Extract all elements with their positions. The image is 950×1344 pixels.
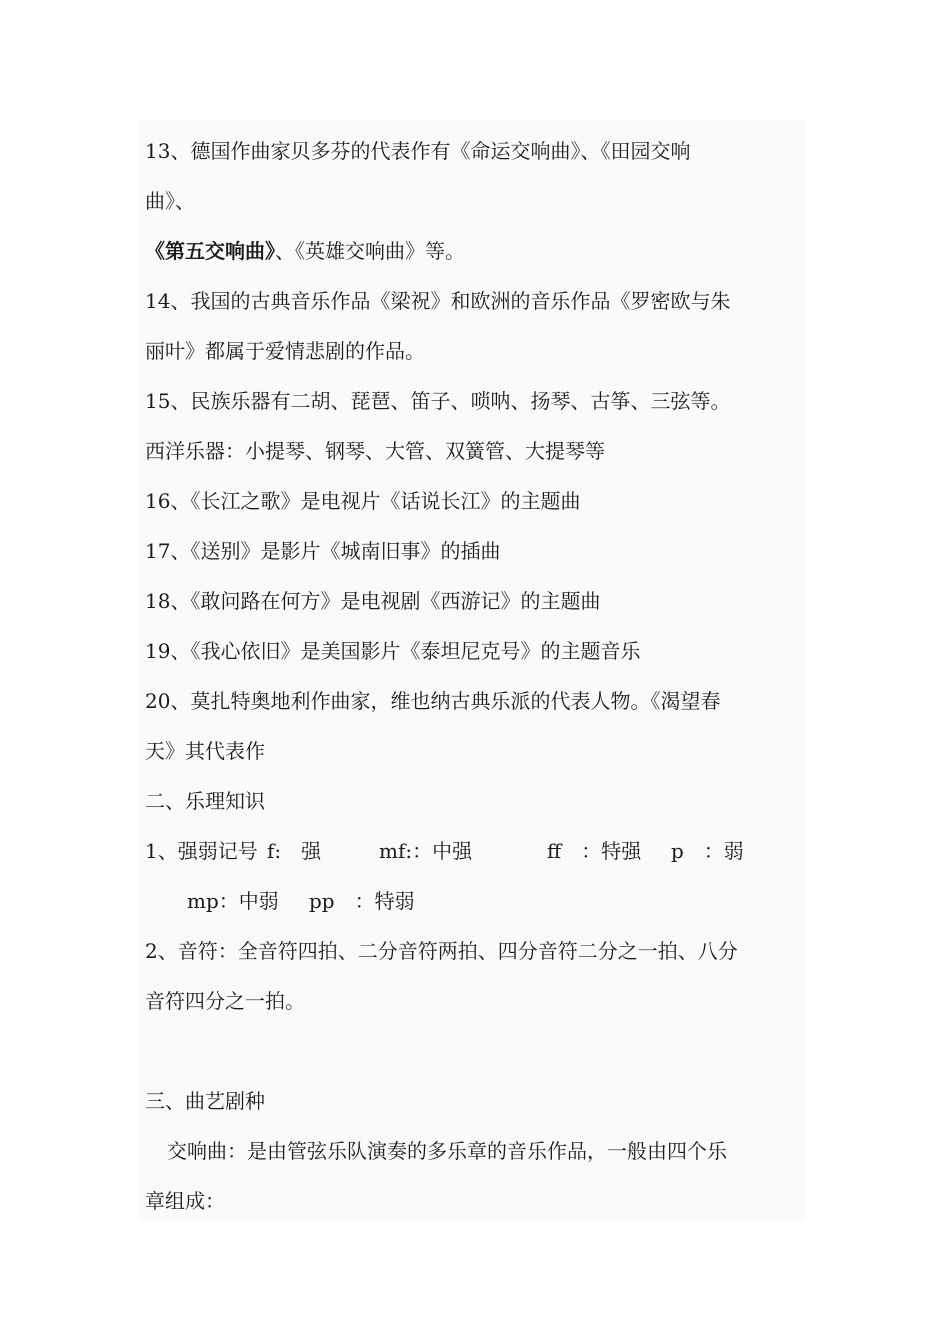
item-15-line-2: 西洋乐器：小提琴、钢琴、大管、双簧管、大提琴等 — [145, 439, 605, 463]
note-values-line-1: 2、音符：全音符四拍、二分音符两拍、四分音符二分之一拍、八分 — [145, 939, 738, 963]
note-values-line-2: 音符四分之一拍。 — [145, 989, 305, 1013]
symphony-line-1: 交响曲：是由管弦乐队演奏的多乐章的音乐作品，一般由四个乐 — [167, 1139, 727, 1163]
item-17: 17、《送别》是影片《城南旧事》的插曲 — [145, 539, 501, 563]
item-18: 18、《敢问路在何方》是电视剧《西游记》的主题曲 — [145, 589, 601, 613]
item-13-line-3-rest: 、《英雄交响曲》等。 — [275, 239, 465, 263]
item-19: 19、《我心依旧》是美国影片《泰坦尼克号》的主题音乐 — [145, 639, 641, 663]
dynamics-line-1 — [145, 826, 825, 876]
item-16: 16、《长江之歌》是电视片《话说长江》的主题曲 — [145, 489, 581, 513]
section-heading-music-theory: 二、乐理知识 — [145, 789, 265, 813]
blank-line — [145, 1026, 825, 1076]
item-20-line-2: 天》其代表作 — [145, 739, 265, 763]
item-13-line-3 — [145, 226, 825, 276]
dynamic-mf: mf:：中强 — [379, 839, 473, 863]
symphony-line-2: 章组成： — [145, 1189, 225, 1213]
bold-title: 《第五交响曲》 — [145, 239, 275, 263]
section-heading-opera-genres: 三、曲艺剧种 — [145, 1089, 265, 1113]
dynamic-f: f: 强 — [267, 839, 322, 863]
item-13-line-1: 13、德国作曲家贝多芬的代表作有《命运交响曲》、《田园交响 — [145, 139, 691, 163]
dynamic-p: p ：弱 — [671, 839, 744, 863]
item-14-line-2: 丽叶》都属于爱情悲剧的作品。 — [145, 339, 425, 363]
dynamic-ff: ff ：特强 — [547, 839, 642, 863]
item-15-line-1: 15、民族乐器有二胡、琵琶、笛子、唢呐、扬琴、古筝、三弦等。 — [145, 389, 731, 413]
document-body — [145, 126, 825, 1226]
dynamic-pp: pp ：特弱 — [309, 889, 415, 913]
dynamic-mp: mp：中弱 — [187, 889, 279, 913]
item-14-line-1: 14、我国的古典音乐作品《梁祝》和欧洲的音乐作品《罗密欧与朱 — [145, 289, 731, 313]
dynamics-heading: 1、强弱记号 — [145, 839, 258, 863]
item-13-line-2: 曲》、 — [145, 189, 195, 213]
item-20-line-1: 20、莫扎特奥地利作曲家，维也纳古典乐派的代表人物。《渴望春 — [145, 689, 721, 713]
dynamics-line-2 — [145, 876, 825, 926]
